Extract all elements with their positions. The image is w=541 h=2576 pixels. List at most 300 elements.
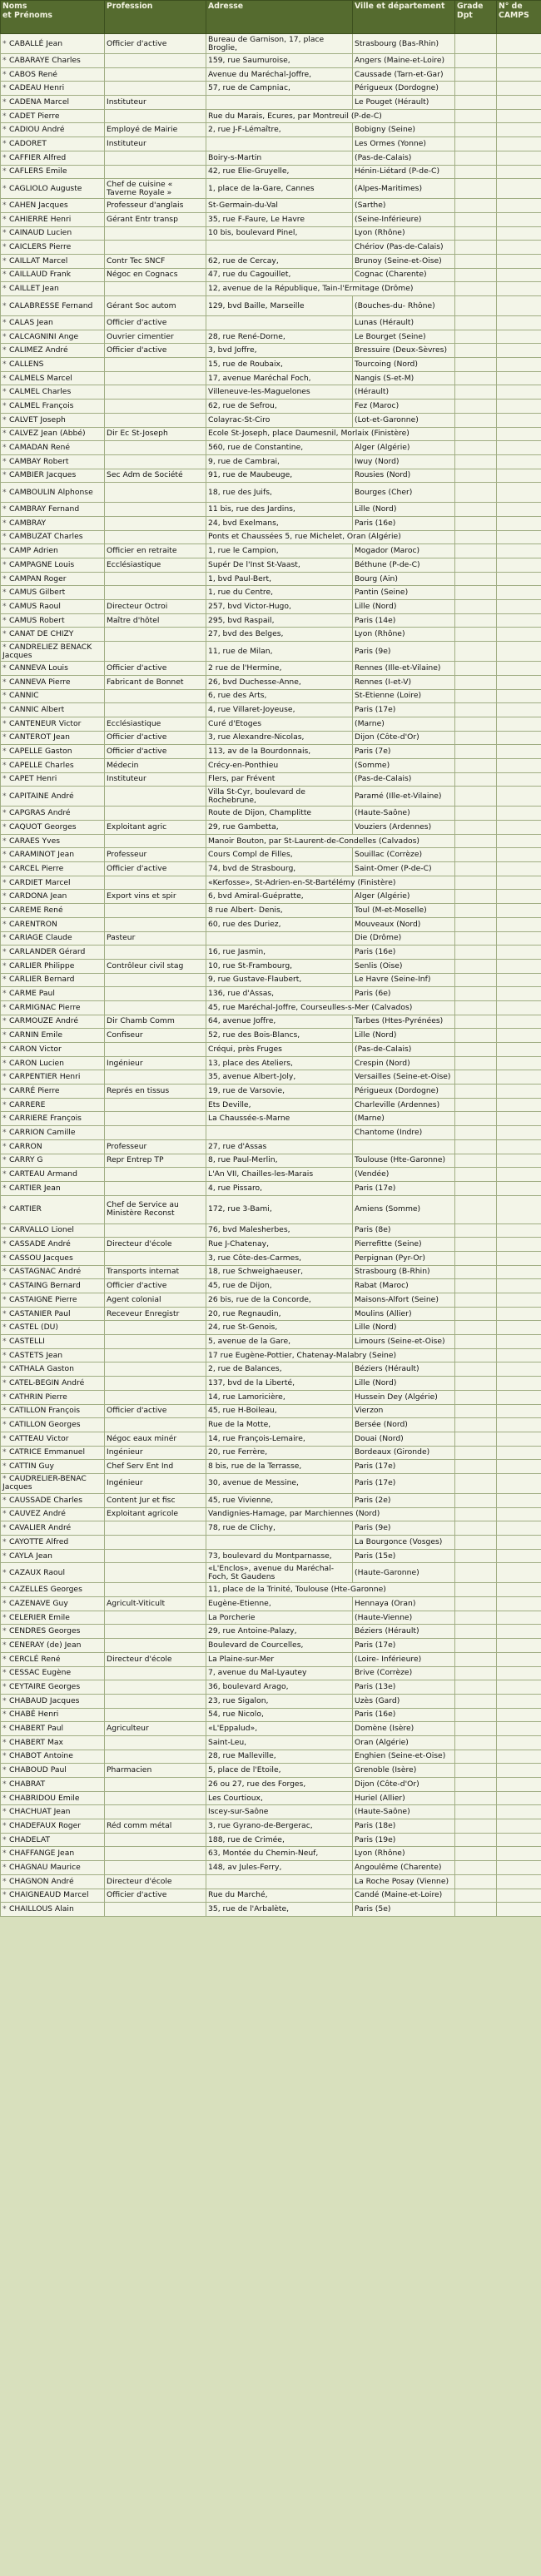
grade-cell <box>455 1015 497 1029</box>
profession-cell <box>105 1903 206 1917</box>
profession-cell: Professeur d'anglais <box>105 199 206 213</box>
camp-cell <box>497 1195 541 1223</box>
address-cell: 560, rue de Constantine, <box>206 441 353 455</box>
bullet-marker-icon: * <box>2 456 7 466</box>
address-cell: 60, rue des Duriez, <box>206 917 353 931</box>
city-cell: Candé (Maine-et-Loire) <box>353 1889 455 1903</box>
name-cell <box>1 1348 105 1362</box>
address-cell: 16, rue Jasmin, <box>206 946 353 960</box>
table-row <box>1 1362 541 1377</box>
bullet-marker-icon: * <box>2 111 7 121</box>
grade-cell <box>455 212 497 226</box>
member-name: CAPITAINE André <box>9 791 74 801</box>
camp-cell <box>497 1112 541 1126</box>
camp-cell <box>497 1764 541 1778</box>
profession-cell: Ouvrier cimentier <box>105 330 206 344</box>
grade-cell <box>455 959 497 973</box>
bullet-marker-icon: * <box>2 677 7 687</box>
grade-cell <box>455 848 497 862</box>
city-cell: (Bouches-du- Rhône) <box>353 296 455 316</box>
name-cell <box>1 1335 105 1349</box>
city-cell: Paris (5e) <box>353 1903 455 1917</box>
member-name: CATHALA Gaston <box>9 1364 74 1374</box>
bullet-marker-icon: * <box>2 1099 7 1109</box>
address-cell: 54, rue Nicolo, <box>206 1708 353 1722</box>
profession-cell: Chef de Service au Ministère Reconst <box>105 1195 206 1223</box>
table-row <box>1 151 541 165</box>
grade-cell <box>455 1583 497 1597</box>
grade-cell <box>455 1549 497 1563</box>
name-cell <box>1 1126 105 1140</box>
member-name: CALMEL François <box>9 400 74 410</box>
city-cell: Bobigny (Seine) <box>353 123 455 137</box>
bullet-marker-icon: * <box>2 1598 7 1608</box>
bullet-marker-icon: * <box>2 1765 7 1775</box>
member-name: CAMBOULIN Alphonse <box>9 487 93 497</box>
member-name: CARNIN Emile <box>9 1030 62 1040</box>
address-cell: 188, rue de Crimée, <box>206 1833 353 1847</box>
grade-cell <box>455 558 497 573</box>
profession-cell: Exploitant agricole <box>105 1507 206 1521</box>
name-cell <box>1 1778 105 1792</box>
grade-cell <box>455 1432 497 1446</box>
grade-cell <box>455 1279 497 1293</box>
city-cell: Lyon (Rhône) <box>353 628 455 642</box>
member-name: CHABÉ Henri <box>9 1710 59 1720</box>
profession-cell <box>105 1362 206 1377</box>
table-row <box>1 703 541 717</box>
grade-cell <box>455 413 497 427</box>
member-name: CARON Lucien <box>9 1058 64 1068</box>
name-cell <box>1 1473 105 1493</box>
grade-cell <box>455 1029 497 1043</box>
bullet-marker-icon: * <box>2 791 7 801</box>
address-cell: 24, rue St-Genois, <box>206 1321 353 1335</box>
address-cell: Rue du Marché, <box>206 1889 353 1903</box>
member-name: CARRÉ Pierre <box>9 1085 60 1095</box>
table-row <box>1 787 541 807</box>
profession-cell: Officier d'active <box>105 34 206 54</box>
bullet-marker-icon: * <box>2 387 7 397</box>
camp-cell <box>497 1750 541 1764</box>
city-cell: Paris (17e) <box>353 1181 455 1195</box>
name-cell <box>1 268 105 282</box>
grade-cell <box>455 613 497 628</box>
bullet-marker-icon: * <box>2 373 7 383</box>
address-cell: Ecole St-Joseph, place Daumesnil, Morlaix (Finistère) <box>206 427 455 441</box>
city-cell: Bordeaux (Gironde) <box>353 1446 455 1460</box>
bullet-marker-icon: * <box>2 1834 7 1844</box>
address-cell: 62, rue de Sefrou, <box>206 400 353 414</box>
profession-cell <box>105 1847 206 1861</box>
member-name: CAUSSADE Charles <box>9 1495 82 1505</box>
address-cell: Avenue du Maréchal-Joffre, <box>206 67 353 82</box>
profession-cell <box>105 1694 206 1708</box>
profession-cell <box>105 1708 206 1722</box>
grade-cell <box>455 469 497 483</box>
profession-cell <box>105 358 206 372</box>
address-cell: 35, avenue Albert-Joly, <box>206 1070 353 1085</box>
profession-cell: Transports internat <box>105 1265 206 1279</box>
city-cell: Paramé (Ille-et-Vilaine) <box>353 787 455 807</box>
member-name: CASSADE André <box>9 1239 71 1249</box>
bullet-marker-icon: * <box>2 933 7 943</box>
camp-cell <box>497 1722 541 1736</box>
table-row <box>1 1307 541 1321</box>
grade-cell <box>455 1335 497 1349</box>
camp-cell <box>497 586 541 600</box>
camp-cell <box>497 1536 541 1550</box>
profession-cell <box>105 1521 206 1536</box>
profession-cell <box>105 876 206 890</box>
grade-cell <box>455 454 497 469</box>
camp-cell <box>497 1833 541 1847</box>
name-cell <box>1 787 105 807</box>
grade-cell <box>455 675 497 689</box>
name-cell <box>1 586 105 600</box>
city-cell: Lille (Nord) <box>353 1029 455 1043</box>
profession-cell: Instituteur <box>105 137 206 151</box>
bullet-marker-icon: * <box>2 1308 7 1318</box>
table-row <box>1 1611 541 1625</box>
city-cell: (Loire- Inférieure) <box>353 1652 455 1666</box>
camp-cell <box>497 1583 541 1597</box>
profession-cell: Officier d'active <box>105 1889 206 1903</box>
name-cell <box>1 316 105 330</box>
name-cell <box>1 1432 105 1446</box>
grade-cell <box>455 862 497 876</box>
member-name: CENERAY (de) Jean <box>9 1640 82 1650</box>
bullet-marker-icon: * <box>2 760 7 770</box>
city-cell: Le Havre (Seine-Inf) <box>353 973 455 987</box>
table-row <box>1 717 541 731</box>
member-name: CARRERE <box>9 1099 46 1109</box>
address-cell: 17 rue Eugène-Pottier, Chatenay-Malabry (Seine) <box>206 1348 455 1362</box>
camp-cell <box>497 1307 541 1321</box>
bullet-marker-icon: * <box>2 1294 7 1304</box>
member-name: CAMADAN René <box>9 443 71 453</box>
member-name: CARAES Yves <box>9 836 61 846</box>
city-cell: Béziers (Hérault) <box>353 1625 455 1639</box>
grade-cell <box>455 1680 497 1695</box>
member-name: CASTEL (DU) <box>9 1323 58 1333</box>
profession-cell <box>105 987 206 1001</box>
camp-cell <box>497 454 541 469</box>
bullet-marker-icon: * <box>2 359 7 369</box>
grade-cell <box>455 1251 497 1265</box>
member-name: CARON Victor <box>9 1044 62 1054</box>
camp-cell <box>497 469 541 483</box>
grade-cell <box>455 876 497 890</box>
profession-cell: Ecclésiastique <box>105 717 206 731</box>
header-profession: Profession <box>105 1 206 34</box>
profession-cell: Professeur <box>105 848 206 862</box>
profession-cell <box>105 1223 206 1238</box>
profession-cell <box>105 1611 206 1625</box>
address-cell: 42, rue Elie-Gruyelle, <box>206 165 353 179</box>
table-row <box>1 1597 541 1611</box>
city-cell: Béthune (P-de-C) <box>353 558 455 573</box>
table-row <box>1 1536 541 1550</box>
name-cell <box>1 931 105 946</box>
member-name: CEYTAIRE Georges <box>9 1682 81 1692</box>
grade-cell <box>455 1293 497 1308</box>
grade-cell <box>455 254 497 268</box>
address-cell: Route de Dijon, Champlitte <box>206 807 353 821</box>
address-cell: 14, rue François-Lemaire, <box>206 1432 353 1446</box>
table-row <box>1 600 541 614</box>
member-name: CANDRELIEZ BENACK Jacques <box>2 642 92 660</box>
address-cell: 35, rue de l'Arbalète, <box>206 1903 353 1917</box>
name-cell <box>1 848 105 862</box>
city-cell: Alger (Algérie) <box>353 441 455 455</box>
member-name: CHAILLOUS Alain <box>9 1904 74 1914</box>
member-name: CAZAUX Raoul <box>9 1567 66 1577</box>
member-name: CAMBUZAT Charles <box>9 532 83 542</box>
member-name: CAPET Henri <box>9 774 57 784</box>
camp-cell <box>497 1029 541 1043</box>
name-cell <box>1 151 105 165</box>
table-row <box>1 876 541 890</box>
grade-cell <box>455 165 497 179</box>
city-cell: Lille (Nord) <box>353 1377 455 1391</box>
member-name: CHABAUD Jacques <box>9 1695 80 1705</box>
city-cell: (Pas-de-Calais) <box>353 1043 455 1057</box>
name-cell <box>1 1112 105 1126</box>
grade-cell <box>455 54 497 68</box>
table-row <box>1 67 541 82</box>
camp-cell <box>497 1903 541 1917</box>
name-cell <box>1 1085 105 1099</box>
address-cell: 12, avenue de la République, Tain-l'Ermitage (Drôme) <box>206 282 455 296</box>
grade-cell <box>455 1070 497 1085</box>
bullet-marker-icon: * <box>2 400 7 410</box>
bullet-marker-icon: * <box>2 1155 7 1165</box>
table-row <box>1 503 541 517</box>
profession-cell: Directeur d'école <box>105 1238 206 1252</box>
bullet-marker-icon: * <box>2 863 7 873</box>
city-cell: Rabat (Maroc) <box>353 1279 455 1293</box>
profession-cell <box>105 1583 206 1597</box>
camp-cell <box>497 1805 541 1819</box>
table-row <box>1 1521 541 1536</box>
camp-cell <box>497 427 541 441</box>
member-name: CHABOT Antoine <box>9 1751 73 1761</box>
member-name: CENDRES Georges <box>9 1626 81 1636</box>
camp-cell <box>497 1000 541 1015</box>
city-cell: Toul (M-et-Moselle) <box>353 904 455 918</box>
name-cell <box>1 1015 105 1029</box>
city-cell: Paris (19e) <box>353 1833 455 1847</box>
bullet-marker-icon: * <box>2 615 7 625</box>
camp-cell <box>497 1680 541 1695</box>
address-cell: Ponts et Chaussées 5, rue Michelet, Oran (Algérie) <box>206 530 455 544</box>
table-row <box>1 1473 541 1493</box>
name-cell <box>1 1195 105 1223</box>
camp-cell <box>497 973 541 987</box>
city-cell: Dijon (Côte-d'Or) <box>353 731 455 745</box>
name-cell <box>1 427 105 441</box>
bullet-marker-icon: * <box>2 1807 7 1817</box>
city-cell: Toulouse (Hte-Garonne) <box>353 1154 455 1168</box>
profession-cell: Exploitant agric <box>105 821 206 835</box>
name-cell <box>1 1666 105 1680</box>
camp-cell <box>497 1735 541 1750</box>
table-row <box>1 1750 541 1764</box>
camp-cell <box>497 931 541 946</box>
member-name: CALLENS <box>9 359 44 369</box>
address-cell: «L'Eppalud», <box>206 1722 353 1736</box>
grade-cell <box>455 787 497 807</box>
table-row <box>1 1154 541 1168</box>
grade-cell <box>455 483 497 503</box>
address-cell: 18, rue Schweighaeuser, <box>206 1265 353 1279</box>
grade-cell <box>455 1874 497 1889</box>
profession-cell: Fabricant de Bonnet <box>105 675 206 689</box>
member-name: CALAS Jean <box>9 317 53 327</box>
table-row <box>1 469 541 483</box>
camp-cell <box>497 1778 541 1792</box>
table-row <box>1 987 541 1001</box>
bullet-marker-icon: * <box>2 38 7 48</box>
table-row <box>1 1000 541 1015</box>
grade-cell <box>455 282 497 296</box>
member-name: CHAGNAU Maurice <box>9 1862 81 1872</box>
address-cell: 28, rue Malleville, <box>206 1750 353 1764</box>
profession-cell <box>105 483 206 503</box>
member-name: CADORET <box>9 138 47 148</box>
table-row <box>1 427 541 441</box>
name-cell <box>1 1639 105 1653</box>
address-cell <box>206 1874 353 1889</box>
member-name: CATTEAU Victor <box>9 1433 69 1443</box>
profession-cell <box>105 109 206 123</box>
address-cell: 4, rue Villaret-Joyeuse, <box>206 703 353 717</box>
profession-cell: Pharmacien <box>105 1764 206 1778</box>
table-row <box>1 1293 541 1308</box>
table-row <box>1 1098 541 1112</box>
table-row <box>1 662 541 676</box>
name-cell <box>1 1043 105 1057</box>
member-name: CAGLIOLO Auguste <box>9 183 82 193</box>
grade-cell <box>455 1126 497 1140</box>
bullet-marker-icon: * <box>2 1281 7 1291</box>
address-cell: 20, rue Ferrère, <box>206 1446 353 1460</box>
grade-cell <box>455 931 497 946</box>
bullet-marker-icon: * <box>2 663 7 673</box>
table-row <box>1 1265 541 1279</box>
address-cell: Cours Compl de Filles, <box>206 848 353 862</box>
bullet-marker-icon: * <box>2 1509 7 1519</box>
profession-cell: Chef de cuisine « Taverne Royale » <box>105 179 206 199</box>
camp-cell <box>497 787 541 807</box>
address-cell: 64, avenue Joffre, <box>206 1015 353 1029</box>
name-cell <box>1 1493 105 1507</box>
city-cell: Iwuy (Nord) <box>353 454 455 469</box>
name-cell <box>1 745 105 759</box>
profession-cell <box>105 1168 206 1182</box>
profession-cell <box>105 1000 206 1015</box>
table-row <box>1 530 541 544</box>
member-name: CANNIC <box>9 691 39 701</box>
name-cell <box>1 1460 105 1474</box>
name-cell <box>1 1563 105 1583</box>
name-cell <box>1 226 105 241</box>
name-cell <box>1 1139 105 1154</box>
city-cell: Paris (2e) <box>353 1493 455 1507</box>
profession-cell <box>105 1791 206 1805</box>
member-name: CAUDRELIER-BENAC Jacques <box>2 1474 87 1492</box>
member-name: CALCAGNINI Ange <box>9 331 79 341</box>
camp-cell <box>497 890 541 904</box>
name-cell <box>1 454 105 469</box>
address-cell: 6, rue des Arts, <box>206 689 353 703</box>
profession-cell <box>105 282 206 296</box>
camp-cell <box>497 123 541 137</box>
address-cell: Iscey-sur-Saône <box>206 1805 353 1819</box>
member-name: CAMPAN Roger <box>9 573 67 583</box>
camp-cell <box>497 946 541 960</box>
name-cell <box>1 282 105 296</box>
bullet-marker-icon: * <box>2 1626 7 1636</box>
city-cell: Huriel (Allier) <box>353 1791 455 1805</box>
camp-cell <box>497 1362 541 1377</box>
member-name: CARVALLO Lionel <box>9 1225 74 1235</box>
city-cell: Rennes (Ille-et-Vilaine) <box>353 662 455 676</box>
camp-cell <box>497 316 541 330</box>
name-cell <box>1 483 105 503</box>
profession-cell: Ingénieur <box>105 1446 206 1460</box>
bullet-marker-icon: * <box>2 270 7 280</box>
city-cell: Bressuire (Deux-Sèvres) <box>353 344 455 358</box>
bullet-marker-icon: * <box>2 166 7 176</box>
profession-cell: Directeur d'école <box>105 1652 206 1666</box>
grade-cell <box>455 946 497 960</box>
address-cell: 27, bvd des Belges, <box>206 628 353 642</box>
city-cell: Senlis (Oise) <box>353 959 455 973</box>
city-cell: Enghien (Seine-et-Oise) <box>353 1750 455 1764</box>
camp-cell <box>497 1639 541 1653</box>
city-cell: Versailles (Seine-et-Oise) <box>353 1070 455 1085</box>
table-row <box>1 558 541 573</box>
bullet-marker-icon: * <box>2 1204 7 1214</box>
grade-cell <box>455 1597 497 1611</box>
grade-cell <box>455 123 497 137</box>
bullet-marker-icon: * <box>2 1058 7 1068</box>
bullet-marker-icon: * <box>2 1044 7 1054</box>
name-cell <box>1 821 105 835</box>
member-name: CASSOU Jacques <box>9 1253 73 1263</box>
bullet-marker-icon: * <box>2 300 7 310</box>
profession-cell <box>105 973 206 987</box>
address-cell: 52, rue des Bois-Blancs, <box>206 1029 353 1043</box>
profession-cell: Directeur d'école <box>105 1874 206 1889</box>
member-name: CAMP Adrien <box>9 546 58 556</box>
profession-cell <box>105 1735 206 1750</box>
table-row <box>1 1251 541 1265</box>
table-row <box>1 572 541 586</box>
address-cell: 8, rue Paul-Merlin, <box>206 1154 353 1168</box>
address-cell: 45, rue Vivienne, <box>206 1493 353 1507</box>
camp-cell <box>497 1889 541 1903</box>
grade-cell <box>455 344 497 358</box>
camp-cell <box>497 1446 541 1460</box>
member-name: CAHEN Jacques <box>9 201 68 211</box>
camp-cell <box>497 862 541 876</box>
profession-cell: Receveur Enregistr <box>105 1307 206 1321</box>
camp-cell <box>497 1652 541 1666</box>
address-cell: Boiry-s-Martin <box>206 151 353 165</box>
